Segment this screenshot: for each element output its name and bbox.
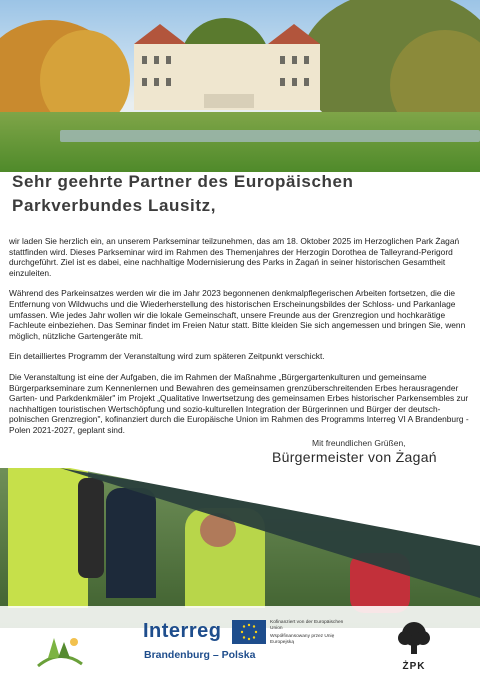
paragraph-funding: Die Veranstaltung ist eine der Aufgaben, die im Rahmen der Maßnahme „Bürgergartenkulturen und gemeinsame Bürgerparkseminare zum Kennenlernen und Bewahren des gemeinsamen grenzüberschreitenden Erbes herausragender Garten- und Parkdenkmäler" im Projekt „Qualitative Inwertsetzung des gemeinsamen Erbes historischer Parkensembles zur nachhaltigen touristischen Wertschöpfung und sozio-kulturellen Integration der Bürgerinnen und Bürger der deutsch-polnischen Grenzregion", kofinanziert durch die Europäische Union im Rahmen des Programms Interreg VI A Brandenburg - Polen 2021-2027, geplant sind.	[9, 371, 469, 435]
palace-building	[134, 44, 320, 110]
paragraph-invitation: wir laden Sie herzlich ein, an unserem Parkseminar teilzunehmen, das am 18. Oktober 2025 im Herzoglichen Park Żagań stattfinden wird. Dieses Parkseminar wird im Rahmen des Themenjahres der Herzogin Dorothea de Talleyrand-Perigord durchgeführt. Ziel ist es dabei, eine nachhaltige Modernisierung des Parks in Żagań in seiner historischen Gesamtheit einzuleiten.	[9, 236, 460, 278]
oak-tree-icon	[394, 620, 434, 656]
letter-body	[9, 236, 471, 446]
letter-heading	[12, 170, 372, 218]
heading-line-2: Parkverbundes Lausitz,	[12, 196, 217, 215]
paragraph-program: Ein detailliertes Programm der Veranstaltung wird zum späteren Zeitpunkt verschickt.	[9, 351, 325, 362]
closing-greeting: Mit freundlichen Grüßen,	[312, 438, 406, 448]
lawn	[0, 112, 480, 172]
pond	[60, 130, 480, 142]
eu-text-pl: Współfinansowany przez Unię Europejską	[270, 634, 335, 645]
eu-cofunding-text	[270, 620, 350, 646]
hero-photo-palace	[0, 0, 480, 172]
zpk-logo-text: ŻPK	[402, 661, 426, 672]
footer-logos	[0, 606, 480, 679]
eu-flag-icon	[232, 620, 266, 644]
program-region: Brandenburg – Polska	[144, 649, 256, 661]
volunteer-middle	[106, 488, 156, 598]
park-logo-icon	[34, 628, 86, 672]
volunteer-left	[8, 468, 88, 608]
zpk-logo	[394, 620, 434, 676]
eu-text-de: Kofinanziert von der Europäischen Union	[270, 620, 344, 631]
volunteer-left-arm	[78, 478, 104, 578]
heading-line-1: Sehr geehrte Partner des Europäischen	[12, 172, 354, 191]
interreg-logo: Interreg	[143, 620, 222, 642]
volunteers-photo	[0, 468, 480, 628]
paragraph-work: Während des Parkeinsatzes werden wir die im Jahr 2023 begonnenen denkmalpflegerischen Arbeiten fortsetzen, die die Entfernung von Wildwuchs und die Wiederherstellung des historischen Erscheinungsbildes der Schloss- und Parkanlage umfassen. Wie jedes Jahr wollen wir die lokale Gemeinschaft, unsere Freunde aus der Grenzregion und hochkarätige Fachleute einbeziehen. Das Seminar findet im Freien Natur statt. Bitte kleiden Sie sich angemessen und bringen Sie, wenn möglich, nützliche Gartengeräte mit.	[9, 288, 466, 341]
signature-mayor: Bürgermeister von Żagań	[272, 449, 437, 465]
